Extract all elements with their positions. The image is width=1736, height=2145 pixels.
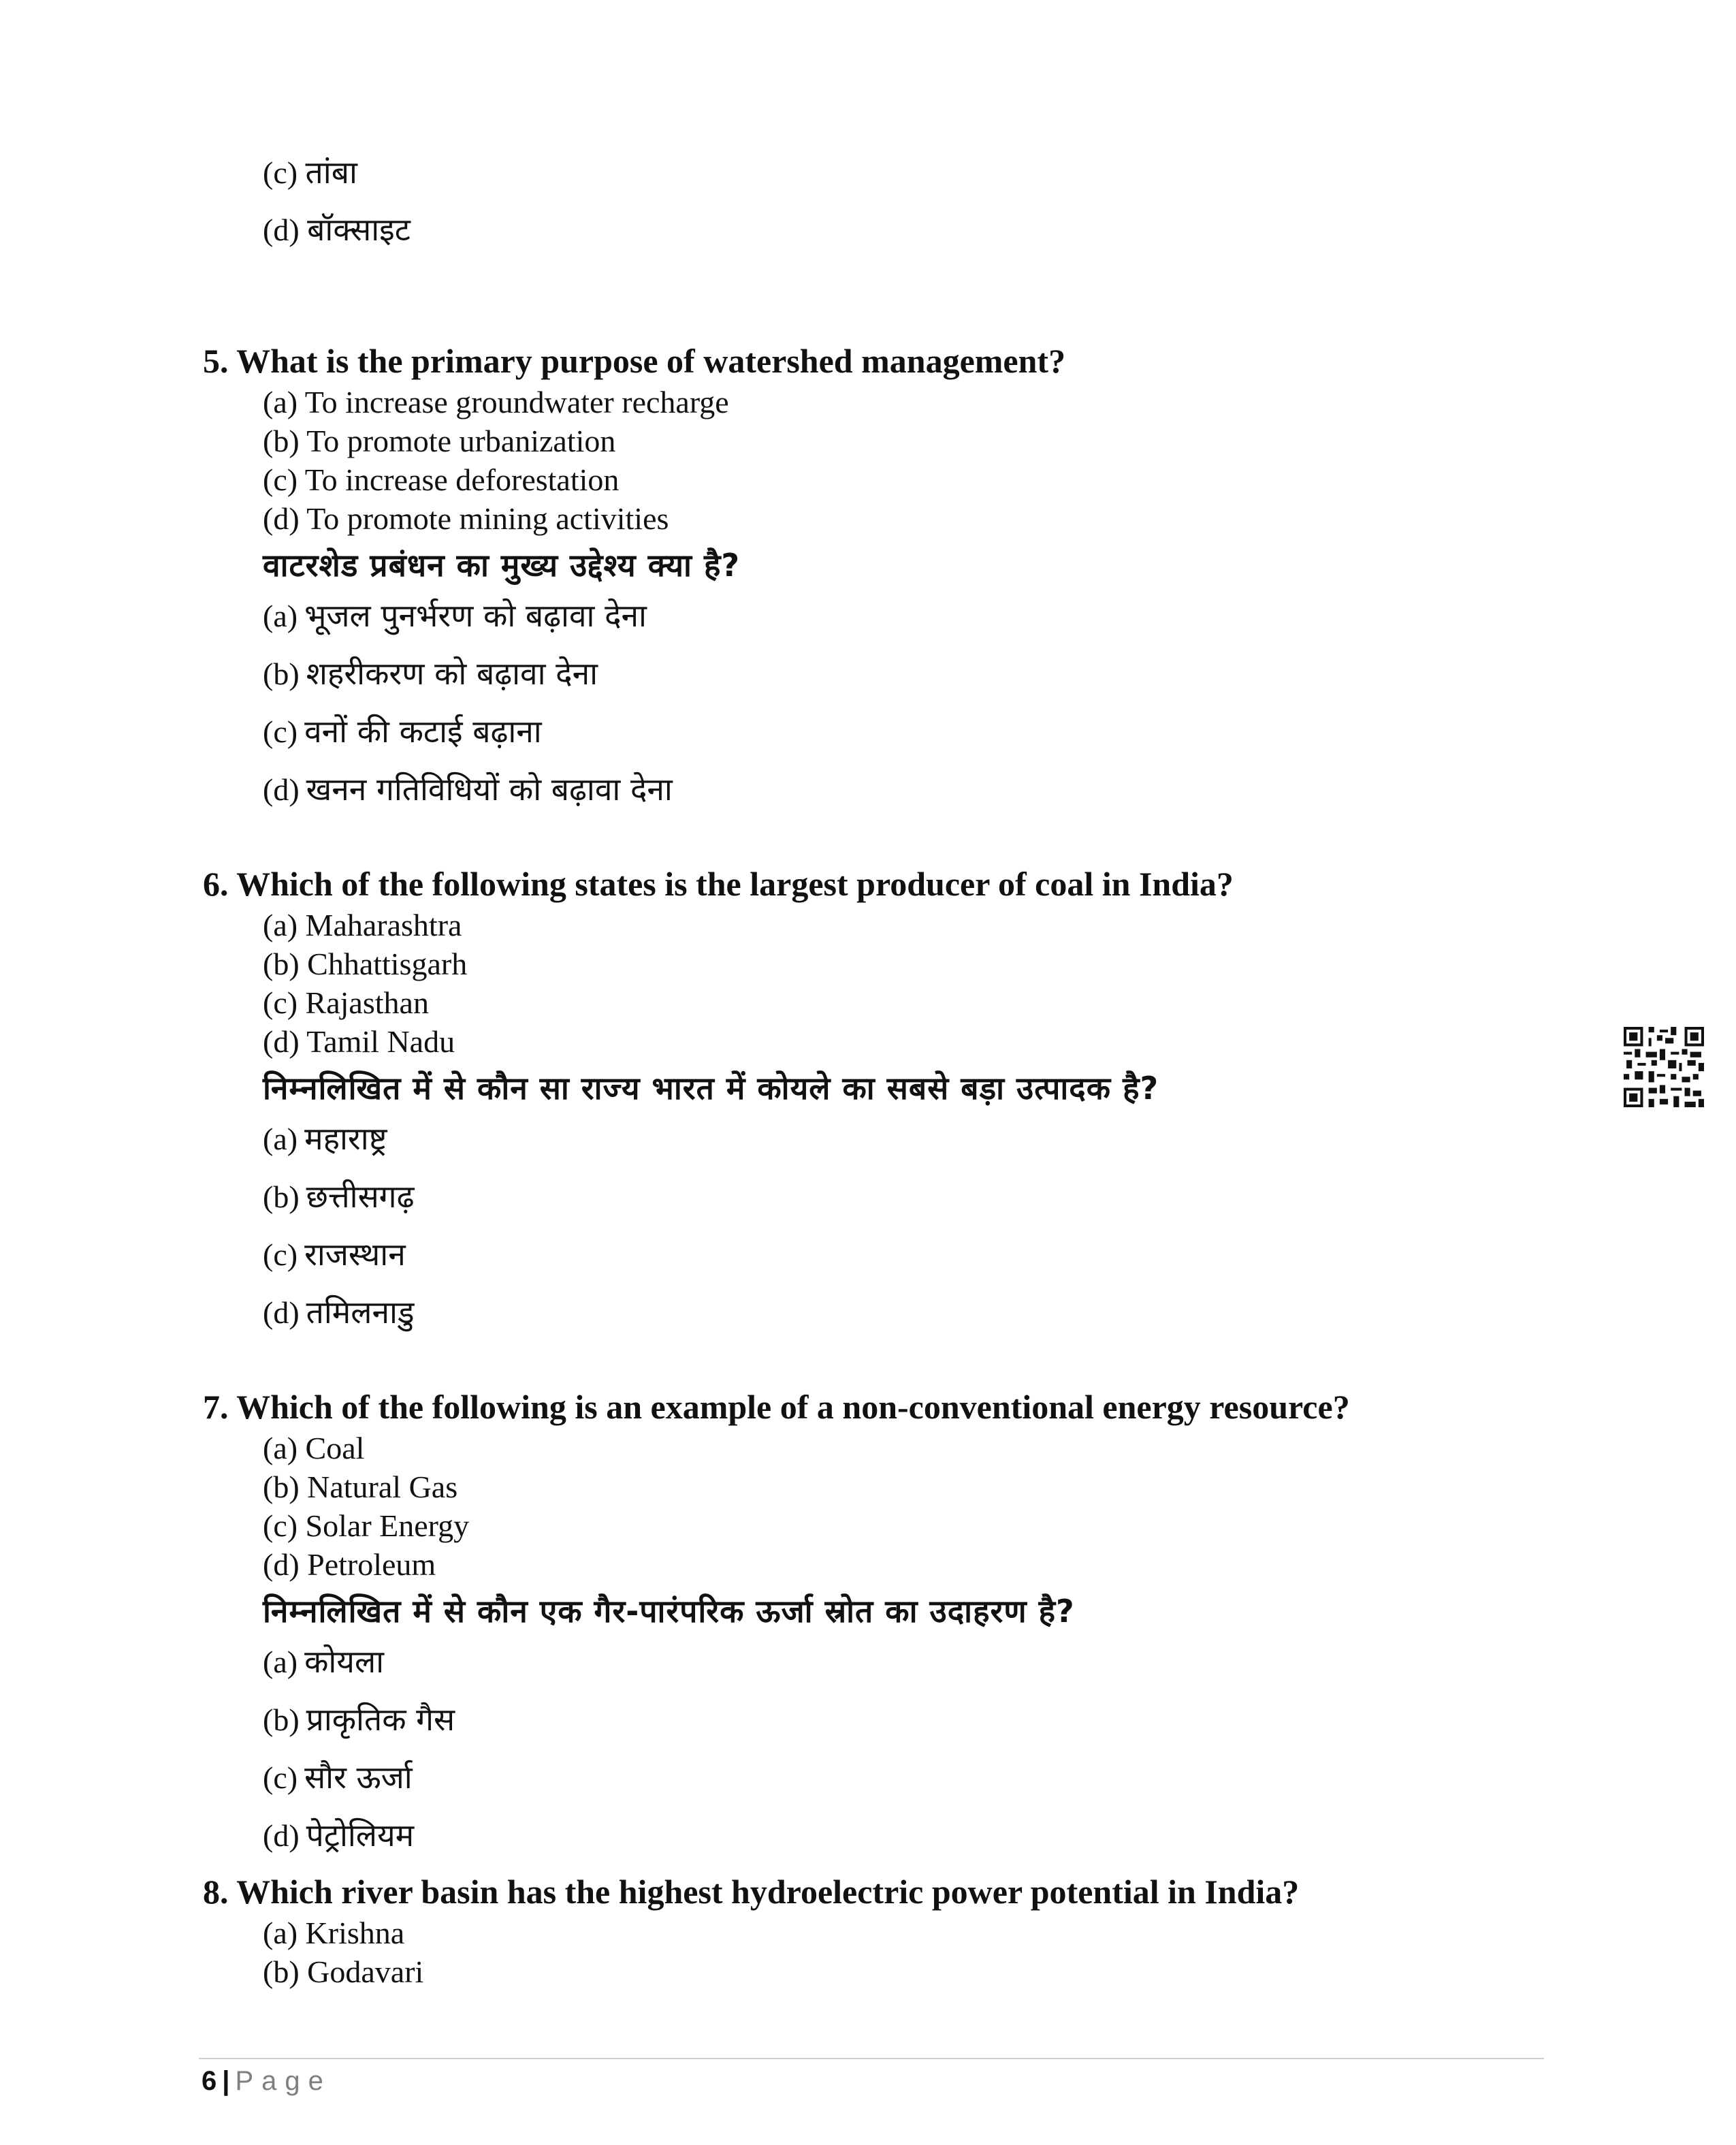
question-5 bbox=[0, 339, 1736, 819]
hindi-question-title: निम्नलिखित में से कौन सा राज्य भारत में कोयले का सबसे बड़ा उत्पादक है? bbox=[263, 1070, 1159, 1107]
hindi-option: (d) खनन गतिविधियों को बढ़ावा देना bbox=[263, 771, 673, 808]
option: (b) Chhattisgarh bbox=[263, 947, 468, 981]
question-title: 6. Which of the following states is the largest producer of coal in India? bbox=[203, 865, 1234, 903]
hindi-option: (c) सौर ऊर्जा bbox=[263, 1759, 413, 1796]
qr-code-icon bbox=[1624, 1027, 1704, 1107]
option: (c) To increase deforestation bbox=[263, 462, 620, 497]
question-8 bbox=[0, 1870, 1736, 1991]
question-title: 7. Which of the following is an example of a non-conventional energy resource? bbox=[203, 1388, 1350, 1426]
hindi-question-title: निम्नलिखित में से कौन एक गैर-पारंपरिक ऊर्जा स्रोत का उदाहरण है? bbox=[263, 1593, 1075, 1630]
question-6 bbox=[0, 862, 1736, 1341]
option: (a) To increase groundwater recharge bbox=[263, 385, 729, 419]
option: (d) Petroleum bbox=[263, 1547, 436, 1582]
option: (a) Coal bbox=[263, 1431, 365, 1465]
prev-question-options bbox=[0, 144, 1736, 259]
option: (b) Godavari bbox=[263, 1954, 424, 1989]
hindi-option: (b) प्राकृतिक गैस bbox=[263, 1701, 455, 1738]
option: (d) To promote mining activities bbox=[263, 501, 669, 536]
question-7 bbox=[0, 1385, 1736, 1864]
hindi-option: (c) वनों की कटाई बढ़ाना bbox=[263, 713, 542, 750]
hindi-option: (a) महाराष्ट्र bbox=[263, 1120, 387, 1157]
hindi-option: (d) पेट्रोलियम bbox=[263, 1817, 415, 1854]
hindi-option: (c) तांबा bbox=[263, 155, 357, 190]
option: (b) To promote urbanization bbox=[263, 424, 616, 458]
hindi-option: (d) बॉक्साइट bbox=[263, 212, 411, 247]
hindi-option: (d) तमिलनाडु bbox=[263, 1294, 415, 1331]
option: (c) Solar Energy bbox=[263, 1508, 470, 1543]
hindi-option: (c) राजस्थान bbox=[263, 1236, 406, 1273]
hindi-option: (b) शहरीकरण को बढ़ावा देना bbox=[263, 655, 598, 692]
page-label: Page bbox=[235, 2066, 332, 2096]
question-title: 8. Which river basin has the highest hydroelectric power potential in India? bbox=[203, 1873, 1300, 1911]
hindi-option: (a) कोयला bbox=[263, 1643, 385, 1680]
option: (b) Natural Gas bbox=[263, 1469, 458, 1504]
page-number: 6 bbox=[202, 2066, 217, 2096]
hindi-option: (a) भूजल पुनर्भरण को बढ़ावा देना bbox=[263, 597, 647, 634]
option: (d) Tamil Nadu bbox=[263, 1024, 455, 1059]
footer-divider bbox=[199, 2058, 1544, 2059]
page-footer bbox=[202, 2062, 332, 2100]
question-title: 5. What is the primary purpose of watershed management? bbox=[203, 342, 1066, 380]
hindi-option: (b) छत्तीसगढ़ bbox=[263, 1178, 415, 1215]
footer-separator: | bbox=[222, 2066, 230, 2096]
option: (a) Maharashtra bbox=[263, 908, 462, 942]
qr-code bbox=[1624, 1027, 1704, 1107]
option: (c) Rajasthan bbox=[263, 985, 429, 1020]
hindi-question-title: वाटरशेड प्रबंधन का मुख्य उद्देश्य क्या है? bbox=[263, 547, 741, 584]
option: (a) Krishna bbox=[263, 1916, 405, 1950]
